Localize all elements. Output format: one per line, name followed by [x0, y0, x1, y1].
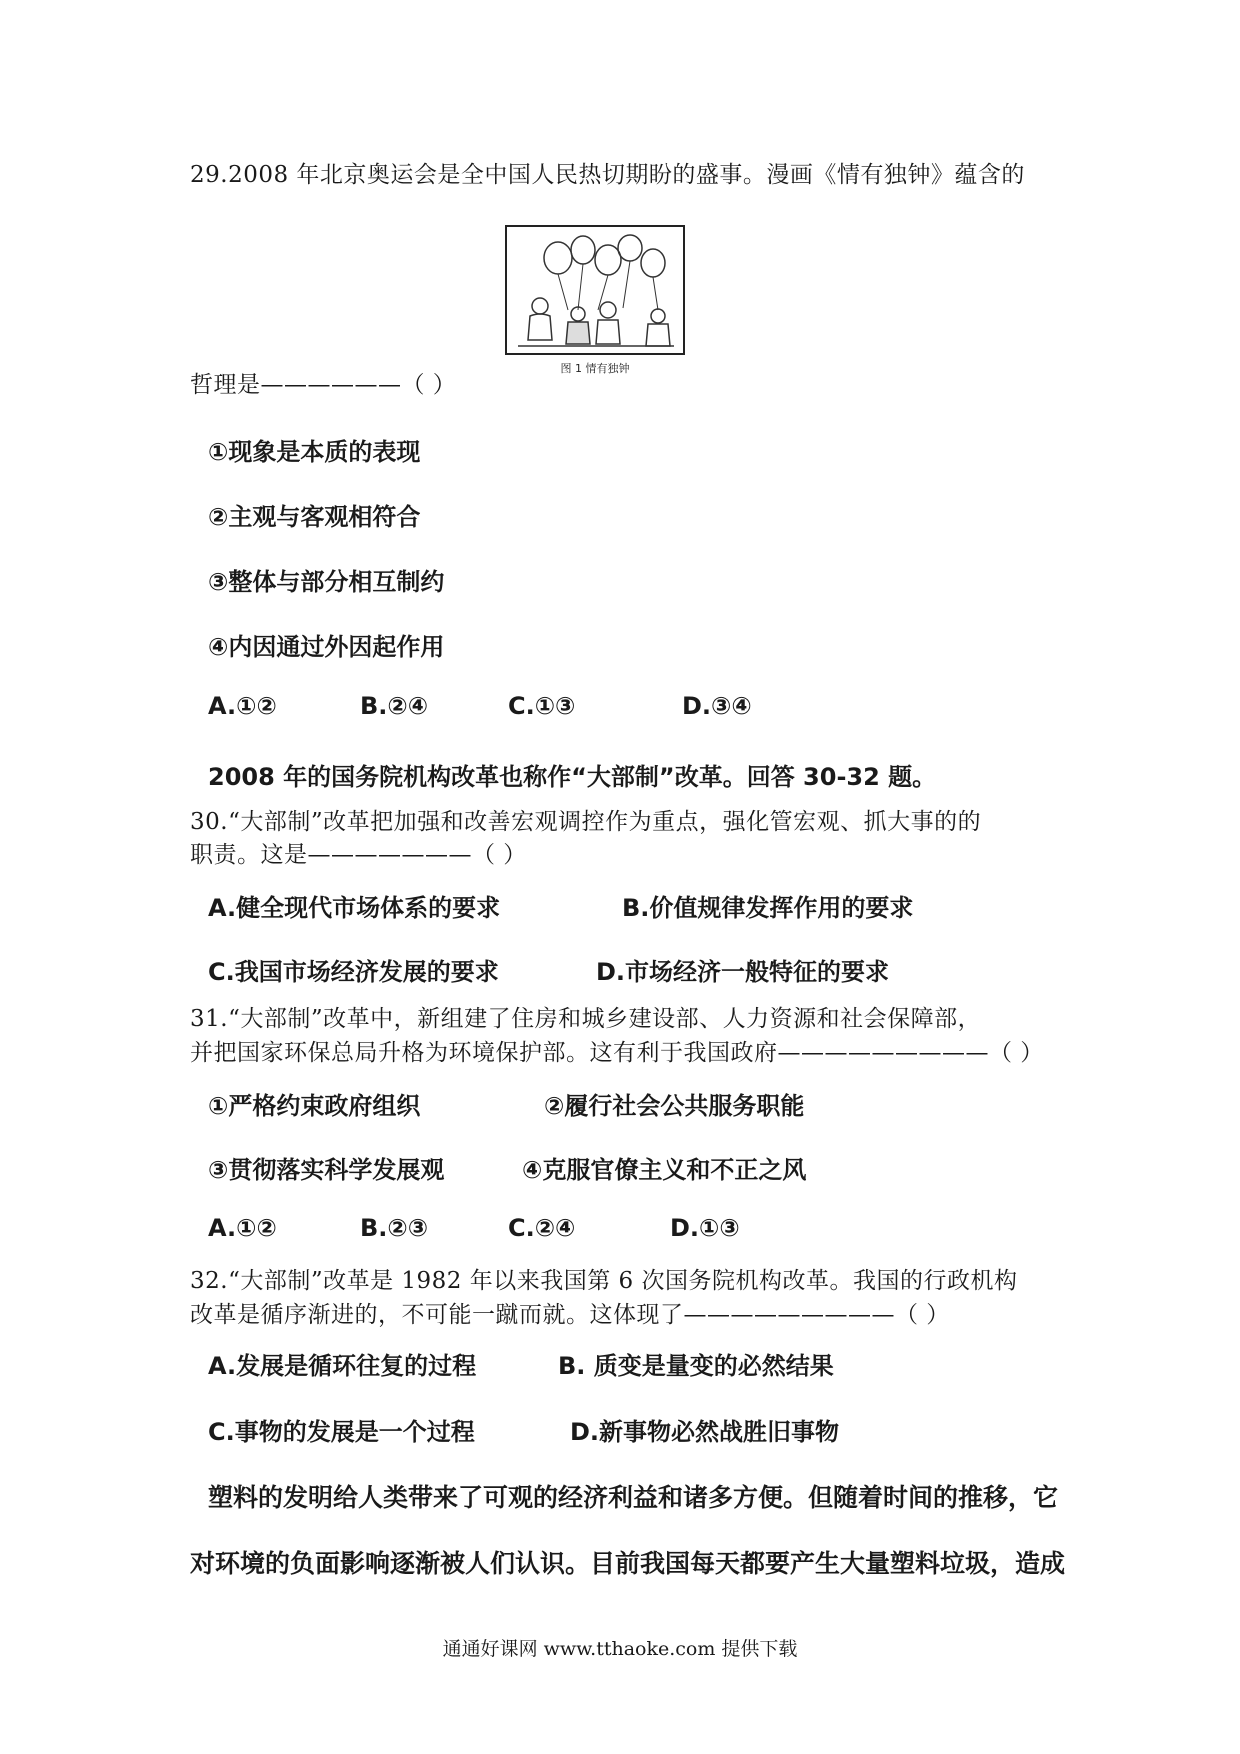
q31-stem-line1: 31.“大部制”改革中，新组建了住房和城乡建设部、人力资源和社会保障部， [190, 1006, 982, 1032]
q30-option-a: A.健全现代市场体系的要求 [208, 894, 501, 922]
q30-stem-line1: 30.“大部制”改革把加强和改善宏观调控作为重点，强化管宏观、抓大事的的 [190, 809, 982, 835]
q29-item-4: ④内因通过外因起作用 [208, 633, 445, 661]
q29-item-2: ②主观与客观相符合 [208, 503, 421, 531]
q29-stem-line1: 29.2008 年北京奥运会是全中国人民热切期盼的盛事。漫画《情有独钟》蕴含的 [190, 162, 1025, 188]
passage-line2: 对环境的负面影响逐渐被人们认识。目前我国每天都要产生大量塑料垃圾，造成 [190, 1549, 1066, 1578]
q32-option-d: D.新事物必然战胜旧事物 [570, 1418, 840, 1446]
q29-item-3: ③整体与部分相互制约 [208, 568, 445, 596]
passage-line1: 塑料的发明给人类带来了可观的经济利益和诸多方便。但随着时间的推移，它 [208, 1483, 1059, 1512]
q30-stem-line2: 职责。这是———————（ ） [190, 842, 527, 868]
q31-option-a: A.①② [208, 1214, 277, 1242]
q31-item-4: ④克服官僚主义和不正之风 [522, 1156, 807, 1184]
q31-option-d: D.①③ [670, 1214, 740, 1242]
q29-option-d: D.③④ [682, 692, 752, 720]
q32-option-c: C.事物的发展是一个过程 [208, 1418, 475, 1446]
q32-option-b: B. 质变是量变的必然结果 [558, 1352, 834, 1380]
q30-option-c: C.我国市场经济发展的要求 [208, 958, 499, 986]
section-intro: 2008 年的国务院机构改革也称作“大部制”改革。回答 30-32 题。 [208, 763, 937, 791]
q29-option-b: B.②④ [360, 692, 429, 720]
q31-option-c: C.②④ [508, 1214, 576, 1242]
q29-option-c: C.①③ [508, 692, 576, 720]
q29-option-a: A.①② [208, 692, 277, 720]
figure-caption: 图 1 情有独钟 [560, 362, 630, 375]
q31-option-b: B.②③ [360, 1214, 429, 1242]
q29-stem-line2: 哲理是——————（ ） [190, 372, 457, 398]
cartoon-figure [498, 218, 692, 380]
q30-option-d: D.市场经济一般特征的要求 [596, 958, 890, 986]
q31-stem-line2: 并把国家环保总局升格为环境保护部。这有利于我国政府—————————（ ） [190, 1040, 1044, 1066]
q32-stem-line2: 改革是循序渐进的，不可能一蹴而就。这体现了—————————（ ） [190, 1302, 950, 1328]
page-footer: 通通好课网 www.tthaoke.com 提供下载 [442, 1638, 798, 1660]
q31-item-2: ②履行社会公共服务职能 [544, 1092, 805, 1120]
q31-item-3: ③贯彻落实科学发展观 [208, 1156, 445, 1184]
q32-stem-line1: 32.“大部制”改革是 1982 年以来我国第 6 次国务院机构改革。我国的行政机构 [190, 1268, 1018, 1294]
q32-option-a: A.发展是循环往复的过程 [208, 1352, 477, 1380]
q30-option-b: B.价值规律发挥作用的要求 [622, 894, 914, 922]
q31-item-1: ①严格约束政府组织 [208, 1092, 421, 1120]
q29-item-1: ①现象是本质的表现 [208, 438, 421, 466]
